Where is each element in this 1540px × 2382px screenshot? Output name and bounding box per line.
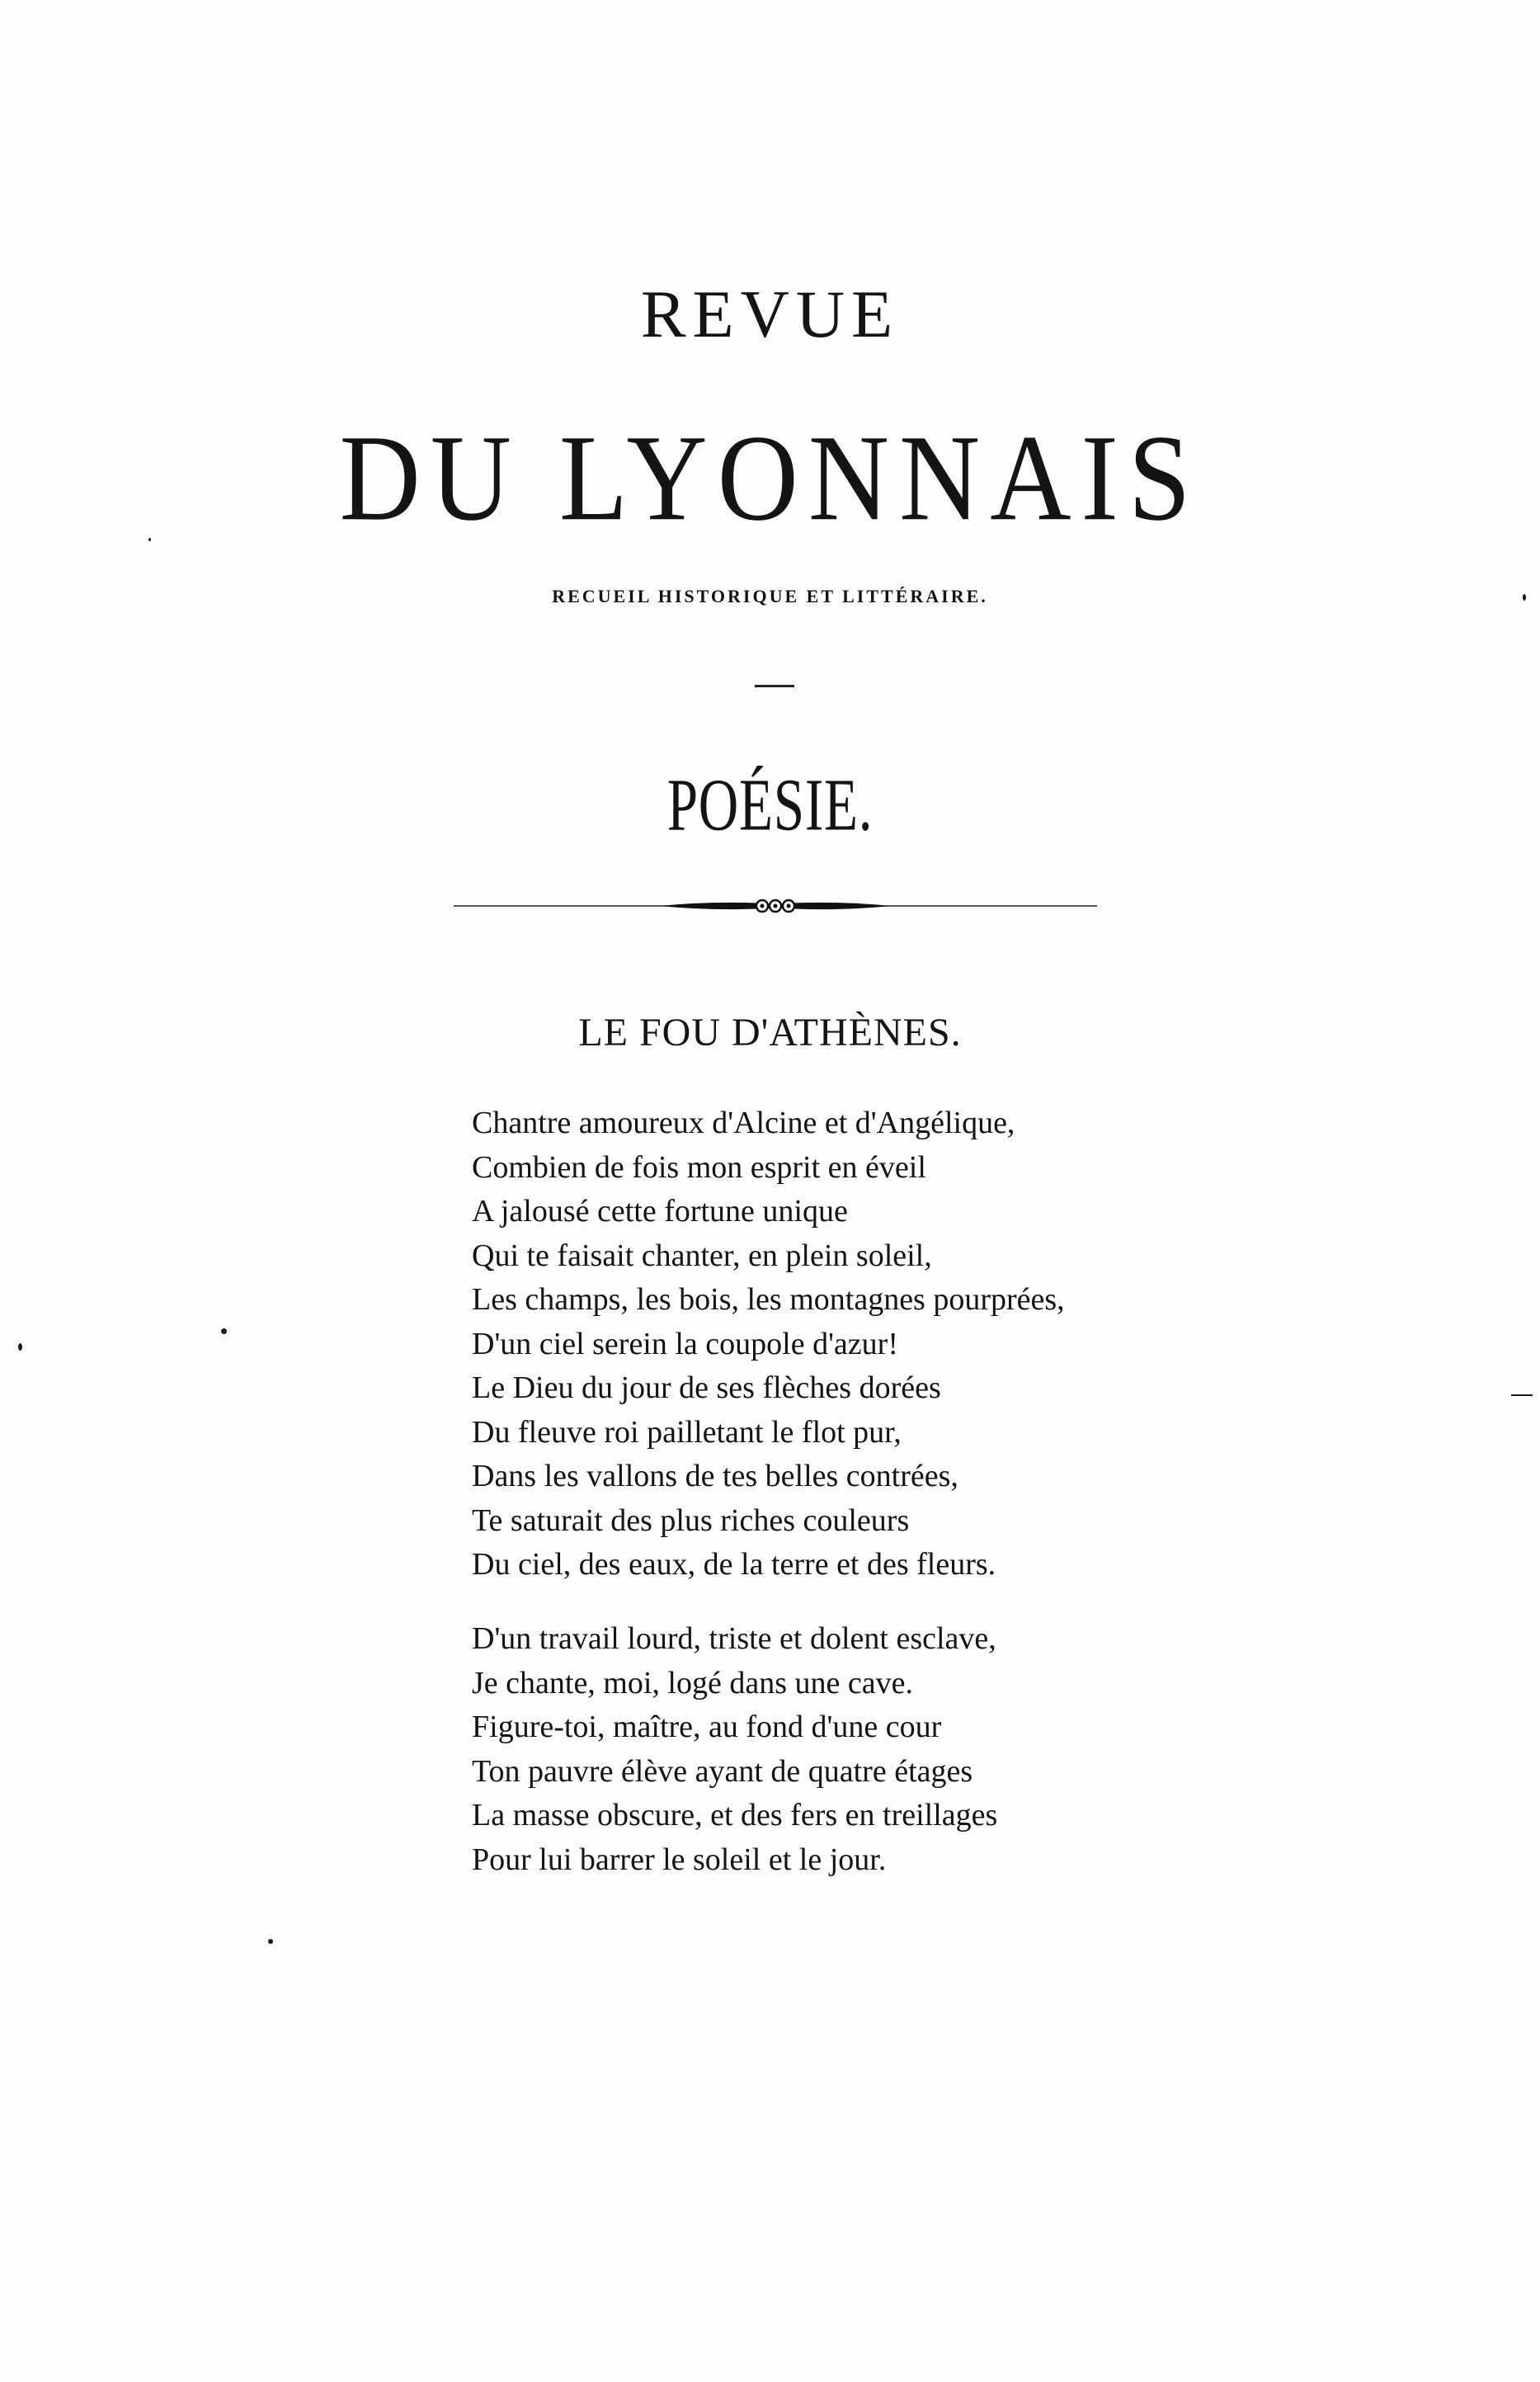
poem-line: Du fleuve roi pailletant le flot pur, <box>472 1414 902 1450</box>
poem-line: Dans les vallons de tes belles contrées, <box>472 1459 958 1493</box>
section-heading: POÉSIE. <box>666 762 874 847</box>
masthead-subtitle: RECUEIL HISTORIQUE ET LITTÉRAIRE. <box>552 586 988 606</box>
poem-line: Te saturait des plus riches couleurs <box>472 1502 910 1538</box>
poem-line: Le Dieu du jour de ses flèches dorées <box>472 1370 941 1405</box>
poem-line: Combien de fois mon esprit en éveil <box>472 1149 926 1185</box>
masthead-title: DU LYONNAIS <box>339 410 1201 547</box>
scan-speck <box>1511 1394 1533 1396</box>
poem-line: Du ciel, des eaux, de la terre et des fleurs. <box>472 1547 996 1582</box>
scan-speck <box>268 1939 273 1944</box>
poem-line: La masse obscure, et des fers en treillages <box>472 1798 998 1832</box>
poem-line: Figure-toi, maître, au fond d'une cour <box>472 1710 942 1744</box>
poem-stanza-1 <box>472 1101 1065 1587</box>
short-divider <box>755 685 794 687</box>
scan-speck <box>1523 594 1526 601</box>
poem-line: D'un ciel serein la coupole d'azur! <box>472 1326 898 1361</box>
poem-stanza-2 <box>472 1617 997 1882</box>
masthead-revue: REVUE <box>640 276 900 351</box>
poem-line: Les champs, les bois, les montagnes pourprées, <box>472 1282 1065 1317</box>
poem-line: Chantre amoureux d'Alcine et d'Angélique, <box>472 1106 1015 1140</box>
scan-speck <box>148 538 151 541</box>
ornamental-rule <box>454 891 1097 921</box>
poem-title: LE FOU D'ATHÈNES. <box>578 1011 962 1054</box>
poem-line: Qui te faisait chanter, en plein soleil, <box>472 1238 932 1273</box>
poem-line: Je chante, moi, logé dans une cave. <box>472 1665 913 1700</box>
scan-speck <box>221 1328 227 1334</box>
poem-line: A jalousé cette fortune unique <box>472 1194 848 1229</box>
poem-line: Pour lui barrer le soleil et le jour. <box>472 1842 887 1877</box>
poem-line: D'un travail lourd, triste et dolent esclave, <box>472 1621 996 1656</box>
scan-speck <box>18 1343 22 1351</box>
poem-line: Ton pauvre élève ayant de quatre étages <box>472 1753 973 1789</box>
